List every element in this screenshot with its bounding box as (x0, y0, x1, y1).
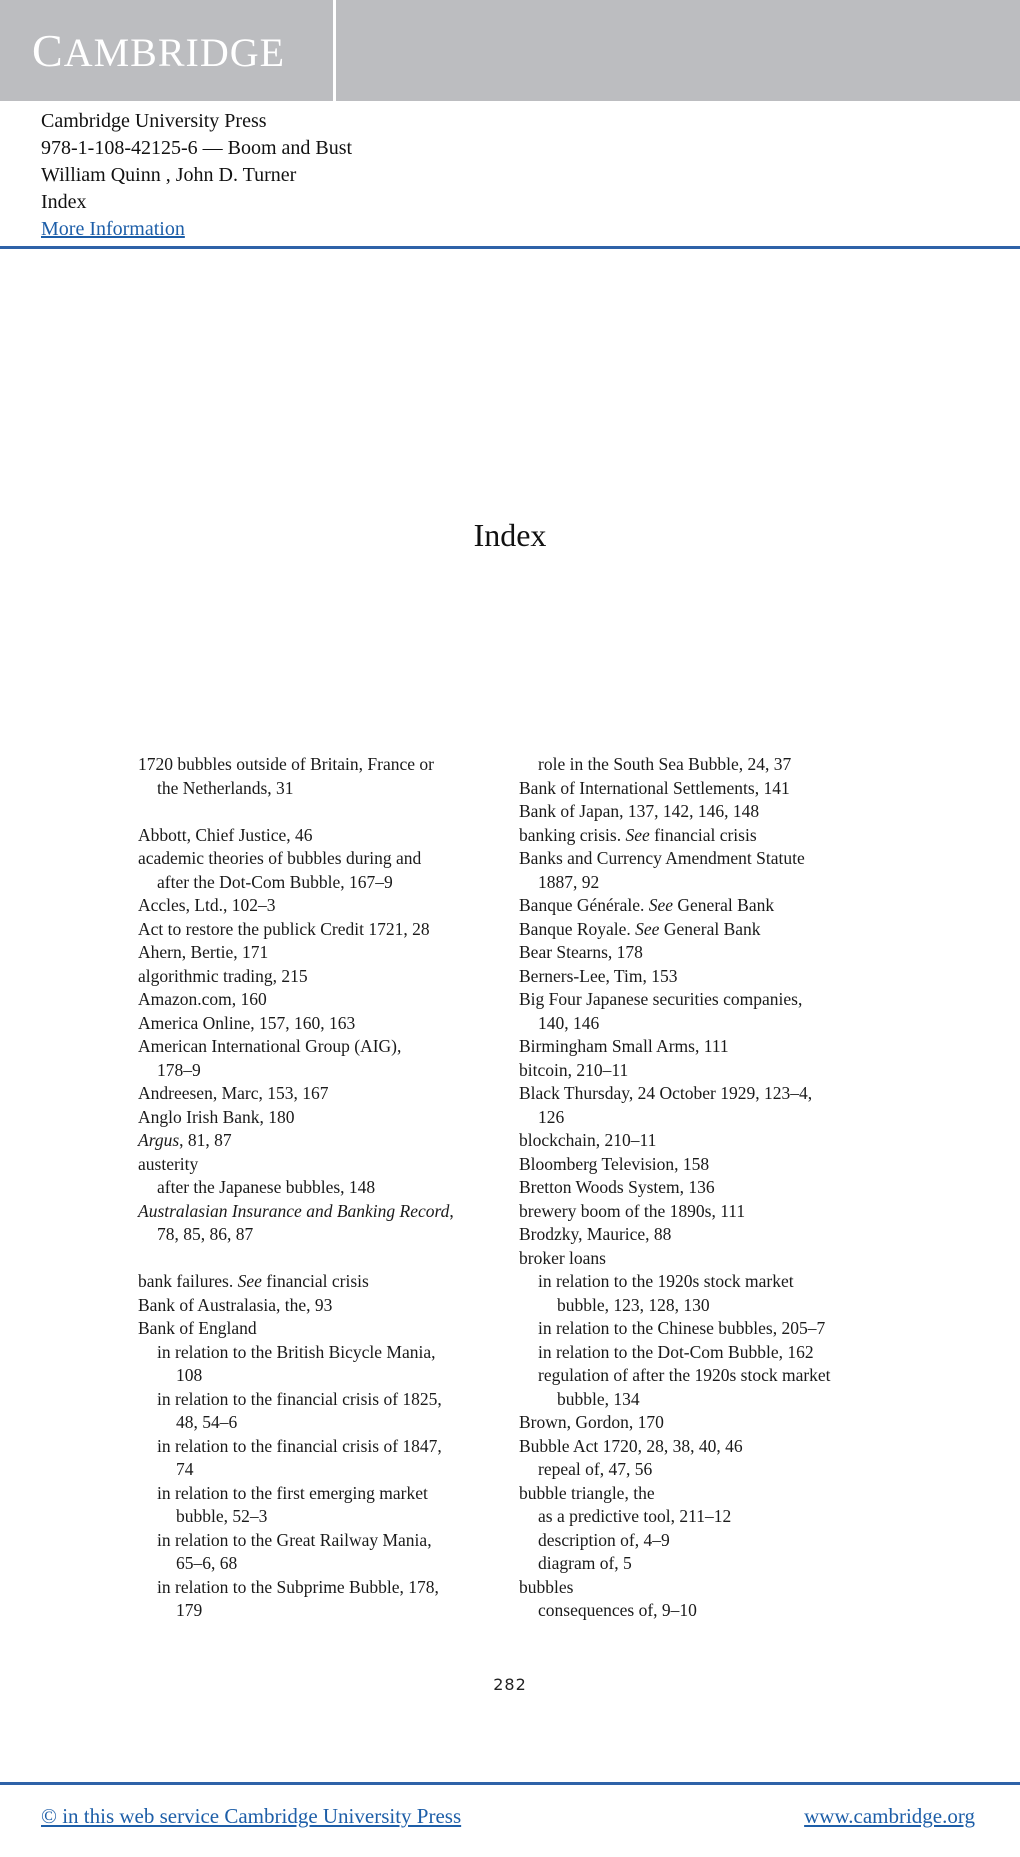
entry-gap (138, 800, 508, 824)
entry-text: broker loans (519, 1247, 606, 1268)
index-entry (138, 847, 508, 894)
isbn-title: 978-1-108-42125-6 — Boom and Bust (41, 137, 353, 159)
entry-text: in relation to the Great Railway Mania, (157, 1529, 432, 1550)
index-subentry (138, 1576, 508, 1623)
index-column-left (138, 753, 508, 1623)
index-subentry (519, 1270, 889, 1317)
index-entry (138, 1294, 508, 1318)
entry-text: Bank of England (138, 1318, 257, 1338)
header-rule (0, 246, 1020, 249)
entry-text: Amazon.com, 160 (138, 989, 267, 1009)
entry-text: Andreesen, Marc, 153, 167 (138, 1083, 329, 1103)
index-entry (519, 918, 889, 942)
index-entry (519, 847, 889, 894)
index-subentry (519, 1552, 889, 1576)
entry-text: Bank of International Settlements, 141 (519, 777, 790, 798)
index-entry (519, 1247, 889, 1271)
entry-text: Accles, Ltd., 102–3 (138, 895, 276, 915)
authors: William Quinn , John D. Turner (41, 164, 297, 186)
section-label: Index (41, 191, 87, 213)
entry-continuation: the Netherlands, 31 (157, 777, 294, 798)
index-entry (519, 894, 889, 918)
index-entry (519, 777, 889, 801)
entry-continuation: 65–6, 68 (176, 1553, 238, 1573)
index-entry (138, 988, 508, 1012)
entry-text: Anglo Irish Bank, 180 (138, 1106, 295, 1127)
header-banner (0, 0, 1020, 101)
entry-continuation: 126 (538, 1106, 565, 1127)
index-subentry (519, 753, 889, 777)
index-subentry (519, 1599, 889, 1623)
entry-text: in relation to the Dot-Com Bubble, 162 (538, 1341, 814, 1362)
index-entry (519, 1576, 889, 1600)
index-entry (519, 800, 889, 824)
entry-text: Brodzky, Maurice, 88 (519, 1224, 672, 1244)
entry-text: bubbles (519, 1576, 574, 1597)
entry-text: in relation to the Subprime Bubble, 178, (157, 1576, 439, 1597)
entry-text: Act to restore the publick Credit 1721, 28 (138, 918, 430, 939)
index-entry (519, 1059, 889, 1083)
index-entry (138, 918, 508, 942)
index-entry (519, 988, 889, 1035)
entry-continuation: 74 (176, 1459, 194, 1479)
entry-text: description of, 4–9 (538, 1529, 670, 1550)
index-entry (519, 965, 889, 989)
index-entry (138, 824, 508, 848)
index-entry (519, 1153, 889, 1177)
entry-text: Bear Stearns, 178 (519, 942, 643, 962)
entry-continuation: 140, 146 (538, 1012, 600, 1033)
index-subentry (519, 1317, 889, 1341)
entry-text: in relation to the 1920s stock market (538, 1271, 794, 1291)
index-entry (519, 1129, 889, 1153)
entry-continuation: bubble, 52–3 (176, 1506, 268, 1526)
entry-text: Big Four Japanese securities companies, (519, 989, 803, 1009)
website-link[interactable]: www.cambridge.org (804, 1804, 975, 1828)
index-subentry (519, 1505, 889, 1529)
book-metadata (41, 108, 352, 243)
entry-text: in relation to the financial crisis of 1847, (157, 1435, 442, 1456)
entry-text: Ahern, Bertie, 171 (138, 942, 269, 962)
entry-text: after the Japanese bubbles, 148 (157, 1177, 376, 1197)
index-entry (519, 1035, 889, 1059)
entry-continuation: 179 (176, 1600, 203, 1620)
entry-text: algorithmic trading, 215 (138, 965, 308, 986)
index-subentry (519, 1364, 889, 1411)
entry-text: role in the South Sea Bubble, 24, 37 (538, 754, 792, 774)
index-subentry (138, 1176, 508, 1200)
index-subentry (138, 1388, 508, 1435)
entry-text: banking crisis. See financial crisis (519, 824, 757, 845)
entry-text: bubble triangle, the (519, 1482, 655, 1503)
index-entry (138, 753, 508, 800)
index-subentry (519, 1529, 889, 1553)
entry-text: repeal of, 47, 56 (538, 1459, 653, 1479)
page-number: 282 (493, 1675, 527, 1694)
entry-text: American International Group (AIG), (138, 1036, 402, 1056)
entry-continuation: after the Dot-Com Bubble, 167–9 (157, 871, 393, 892)
entry-text: 1720 bubbles outside of Britain, France or (138, 754, 434, 774)
entry-text: academic theories of bubbles during and (138, 848, 422, 868)
entry-text: brewery boom of the 1890s, 111 (519, 1200, 746, 1221)
entry-text: America Online, 157, 160, 163 (138, 1012, 356, 1033)
entry-gap (138, 1247, 508, 1271)
index-subentry (519, 1458, 889, 1482)
more-information-link[interactable]: More Information (41, 218, 185, 240)
index-subentry (138, 1341, 508, 1388)
entry-text: Brown, Gordon, 170 (519, 1412, 664, 1432)
index-subentry (138, 1529, 508, 1576)
entry-text: Bloomberg Television, 158 (519, 1153, 710, 1174)
entry-text: austerity (138, 1153, 199, 1174)
cambridge-logo: CAMBRIDGE (32, 25, 286, 76)
entry-text: Berners-Lee, Tim, 153 (519, 965, 678, 986)
entry-continuation: 108 (176, 1365, 203, 1385)
index-entry (519, 1482, 889, 1506)
index-entry (138, 1012, 508, 1036)
index-entry (138, 1200, 508, 1247)
banner-divider (333, 0, 336, 101)
entry-continuation: 48, 54–6 (176, 1412, 238, 1432)
index-entry (519, 1200, 889, 1224)
index-subentry (138, 1435, 508, 1482)
index-entry (138, 1153, 508, 1177)
entry-continuation: bubble, 123, 128, 130 (557, 1294, 710, 1315)
index-entry (138, 941, 508, 965)
entry-text: Banks and Currency Amendment Statute (519, 848, 805, 868)
entry-text: blockchain, 210–11 (519, 1130, 657, 1150)
index-entry (519, 1176, 889, 1200)
entry-text: Abbott, Chief Justice, 46 (138, 824, 313, 845)
index-entry (519, 941, 889, 965)
copyright-link[interactable]: © in this web service Cambridge University Press (41, 1804, 462, 1828)
index-entry (519, 824, 889, 848)
index-entry (519, 1435, 889, 1459)
index-entry (138, 1129, 508, 1153)
index-entry (138, 1082, 508, 1106)
index-entry (138, 1035, 508, 1082)
index-entry (138, 1106, 508, 1130)
index-entry (519, 1082, 889, 1129)
entry-text: Black Thursday, 24 October 1929, 123–4, (519, 1083, 813, 1103)
entry-text: in relation to the first emerging market (157, 1482, 428, 1503)
entry-continuation: 1887, 92 (538, 871, 600, 892)
entry-continuation: bubble, 134 (557, 1388, 640, 1409)
entry-text: Bank of Japan, 137, 142, 146, 148 (519, 801, 760, 821)
index-entry (138, 1270, 508, 1294)
index-subentry (138, 1482, 508, 1529)
entry-text: Banque Générale. See General Bank (519, 895, 775, 915)
index-entry (138, 1317, 508, 1341)
entry-text: Bubble Act 1720, 28, 38, 40, 46 (519, 1435, 743, 1456)
publisher: Cambridge University Press (41, 110, 267, 132)
entry-text: in relation to the British Bicycle Mania, (157, 1341, 436, 1362)
entry-text: in relation to the financial crisis of 1825, (157, 1388, 442, 1409)
index-subentry (519, 1341, 889, 1365)
page-title: Index (473, 517, 547, 553)
entry-continuation: 78, 85, 86, 87 (157, 1224, 254, 1244)
entry-text: diagram of, 5 (538, 1553, 632, 1573)
entry-text: Birmingham Small Arms, 111 (519, 1036, 729, 1056)
index-column-right (519, 753, 889, 1623)
index-entry (138, 965, 508, 989)
entry-continuation: 178–9 (157, 1059, 201, 1080)
entry-text: regulation of after the 1920s stock market (538, 1365, 831, 1385)
index-entry (519, 1411, 889, 1435)
entry-text: bitcoin, 210–11 (519, 1059, 629, 1080)
footer-rule (0, 1782, 1020, 1785)
entry-text: consequences of, 9–10 (538, 1600, 697, 1620)
entry-text: Bank of Australasia, the, 93 (138, 1294, 333, 1315)
entry-text: bank failures. See financial crisis (138, 1271, 369, 1291)
entry-text: Banque Royale. See General Bank (519, 918, 761, 939)
entry-text: Argus, 81, 87 (138, 1130, 232, 1150)
entry-text: as a predictive tool, 211–12 (538, 1506, 732, 1526)
entry-text: Australasian Insurance and Banking Record, (138, 1200, 454, 1221)
index-entry (519, 1223, 889, 1247)
entry-text: Bretton Woods System, 136 (519, 1177, 715, 1197)
entry-text: in relation to the Chinese bubbles, 205–7 (538, 1318, 826, 1338)
index-entry (138, 894, 508, 918)
